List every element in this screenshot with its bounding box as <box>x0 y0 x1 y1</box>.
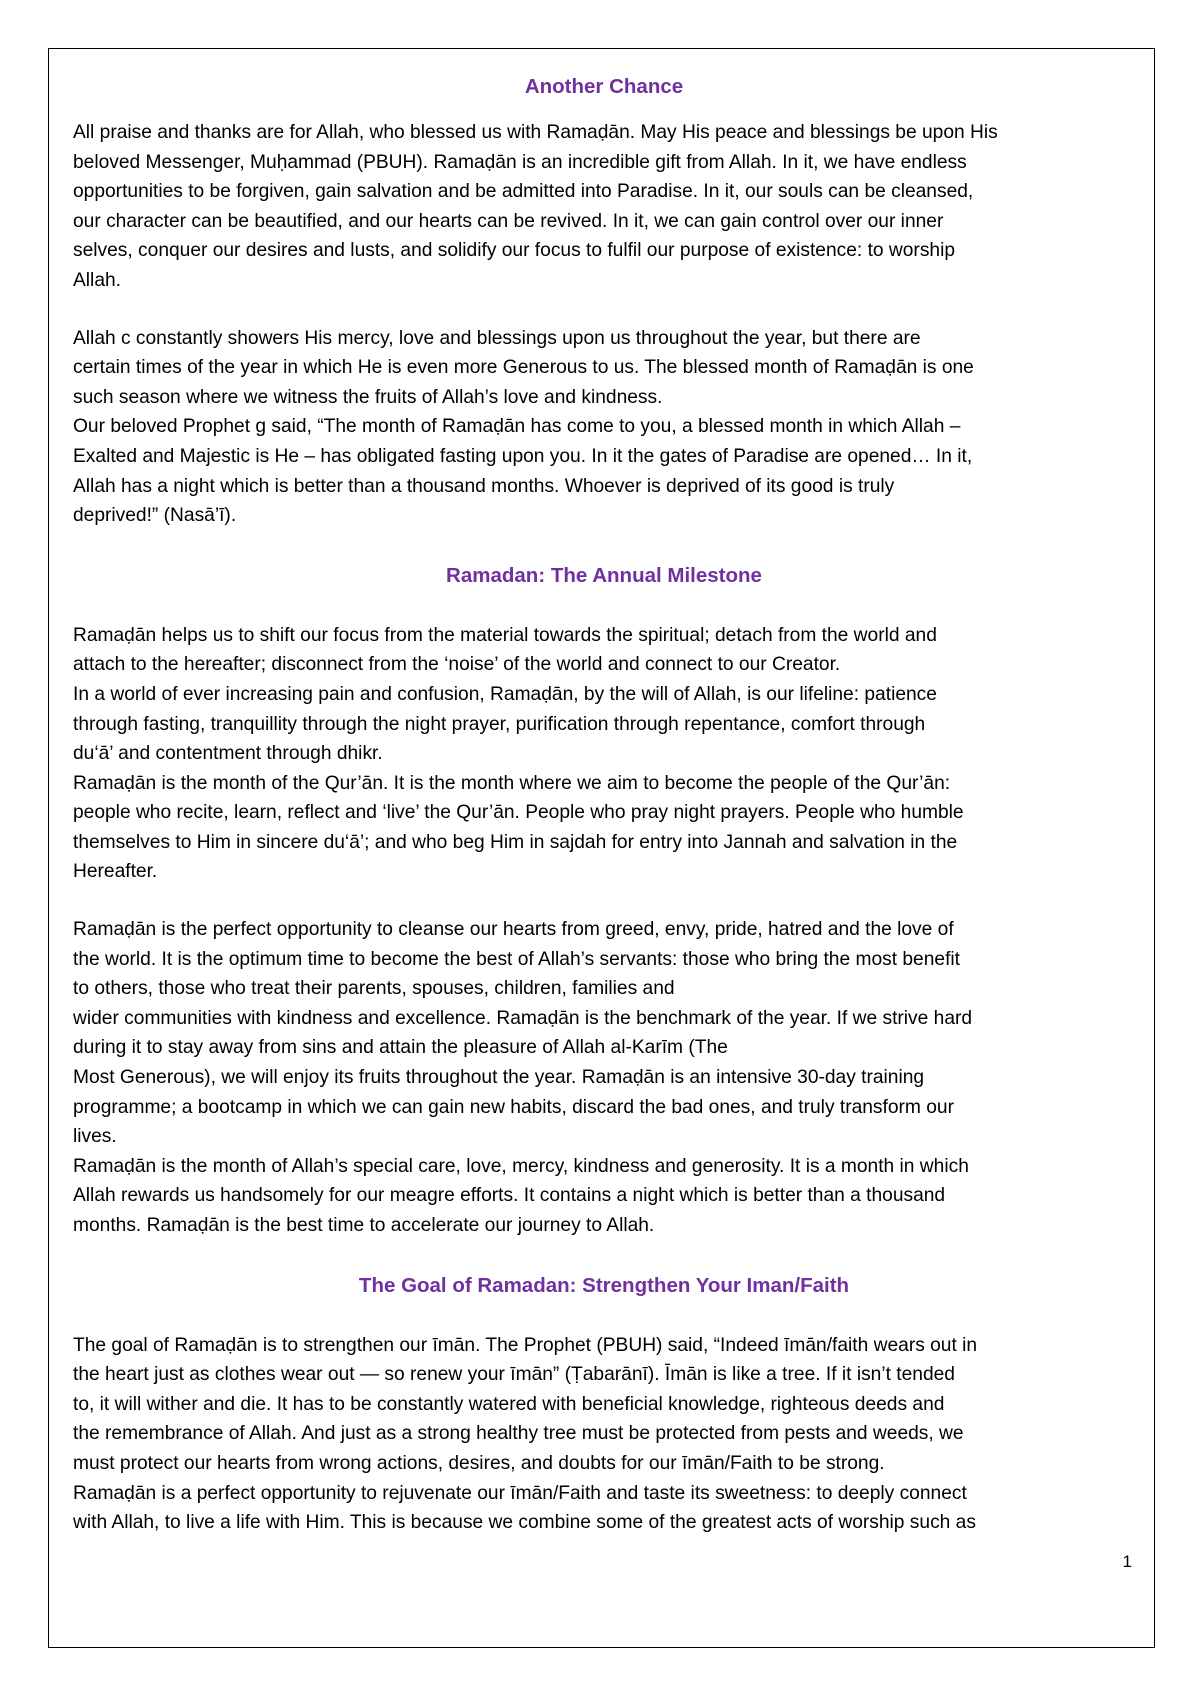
heading-goal-of-ramadan: The Goal of Ramadan: Strengthen Your Iman/Faith <box>358 1273 850 1297</box>
text-line: must protect our hearts from wrong actions, desires, and doubts for our īmān/Faith to be strong. <box>73 1452 885 1474</box>
document-body <box>73 72 1135 1538</box>
text-line: selves, conquer our desires and lusts, and solidify our focus to fulfil our purpose of existence: to worship <box>73 240 956 262</box>
text-line: to, it will wither and die. It has to be constantly watered with beneficial knowledge, righteous deeds and <box>73 1393 945 1415</box>
text-line: Allah. <box>73 269 121 291</box>
paragraph-milestone <box>73 621 1135 887</box>
text-line: with Allah, to live a life with Him. This is because we combine some of the greatest acts of worship such as <box>73 1512 976 1534</box>
text-line: the heart just as clothes wear out — so renew your īmān” (Ṭabarānī). Īmān is like a tree. If it isn’t tended <box>73 1364 955 1386</box>
text-line: The goal of Ramaḍān is to strengthen our īmān. The Prophet (PBUH) said, “Indeed īmān/faith wears out in <box>73 1334 978 1356</box>
text-line: programme; a bootcamp in which we can gain new habits, discard the bad ones, and truly transform our <box>73 1096 954 1118</box>
text-line: people who recite, learn, reflect and ‘live’ the Qur’ān. People who pray night prayers. People who humble <box>73 802 964 824</box>
text-line: opportunities to be forgiven, gain salvation and be admitted into Paradise. In it, our souls can be cleansed, <box>73 181 974 203</box>
text-line: Ramaḍān helps us to shift our focus from the material towards the spiritual; detach from the world and <box>73 624 937 646</box>
text-line: wider communities with kindness and excellence. Ramaḍān is the benchmark of the year. If we strive hard <box>73 1007 973 1029</box>
text-line: Ramaḍān is the month of Allah’s special care, love, mercy, kindness and generosity. It is a month in which <box>73 1155 969 1177</box>
paragraph-opportunity <box>73 915 1135 1241</box>
text-line: Ramaḍān is the perfect opportunity to cleanse our hearts from greed, envy, pride, hatred and the love of <box>73 919 954 941</box>
text-line: attach to the hereafter; disconnect from the ‘noise’ of the world and connect to our Creator. <box>73 654 841 676</box>
text-line: du‘ā’ and contentment through dhikr. <box>73 743 383 765</box>
text-line: certain times of the year in which He is even more Generous to us. The blessed month of Ramaḍān is one <box>73 357 974 379</box>
text-line: to others, those who treat their parents, spouses, children, families and <box>73 978 675 1000</box>
page-number: 1 <box>1122 1552 1132 1571</box>
text-line: Ramaḍān is a perfect opportunity to rejuvenate our īmān/Faith and taste its sweetness: to deeply connect <box>73 1482 967 1504</box>
text-line: Our beloved Prophet g said, “The month of Ramaḍān has come to you, a blessed month in which Allah – <box>73 416 961 438</box>
text-line: Allah has a night which is better than a thousand months. Whoever is deprived of its good is truly <box>73 475 895 497</box>
text-line: Hereafter. <box>73 861 158 883</box>
text-line: the world. It is the optimum time to become the best of Allah’s servants: those who bring the most benefit <box>73 948 960 970</box>
paragraph-goal <box>73 1331 1135 1538</box>
text-line: Allah c constantly showers His mercy, love and blessings upon us throughout the year, but there are <box>73 327 921 349</box>
text-line: All praise and thanks are for Allah, who blessed us with Ramaḍān. May His peace and blessings be upon His <box>73 122 998 143</box>
text-line: lives. <box>73 1126 117 1148</box>
text-line: months. Ramaḍān is the best time to accelerate our journey to Allah. <box>73 1215 655 1236</box>
text-line: themselves to Him in sincere du‘ā’; and who beg Him in sajdah for entry into Jannah and salvation in the <box>73 831 958 853</box>
text-line: during it to stay away from sins and attain the pleasure of Allah al-Karīm (The <box>73 1037 728 1059</box>
heading-annual-milestone: Ramadan: The Annual Milestone <box>446 563 762 587</box>
text-line: Ramaḍān is the month of the Qur’ān. It is the month where we aim to become the people of the Qur’ān: <box>73 772 951 794</box>
text-line: our character can be beautified, and our hearts can be revived. In it, we can gain control over our inner <box>73 210 944 232</box>
text-line: deprived!” (Nasā’ī). <box>73 505 237 527</box>
text-line: Allah rewards us handsomely for our meagre efforts. It contains a night which is better than a thousand <box>73 1185 946 1207</box>
heading-another-chance: Another Chance <box>524 75 684 98</box>
text-line: Most Generous), we will enjoy its fruits throughout the year. Ramaḍān is an intensive 30-day training <box>73 1067 925 1089</box>
paragraph-mercy <box>73 324 1135 531</box>
text-line: Exalted and Majestic is He – has obligated fasting upon you. In it the gates of Paradise are opened… In it, <box>73 445 973 467</box>
text-line: such season where we witness the fruits of Allah’s love and kindness. <box>73 386 663 408</box>
paragraph-intro <box>73 118 1135 296</box>
text-line: beloved Messenger, Muḥammad (PBUH). Ramaḍān is an incredible gift from Allah. In it, we have endless <box>73 151 967 173</box>
text-line: through fasting, tranquillity through the night prayer, purification through repentance, comfort through <box>73 713 926 735</box>
text-line: In a world of ever increasing pain and confusion, Ramaḍān, by the will of Allah, is our lifeline: patience <box>73 683 937 705</box>
text-line: the remembrance of Allah. And just as a strong healthy tree must be protected from pests and weeds, we <box>73 1423 964 1445</box>
